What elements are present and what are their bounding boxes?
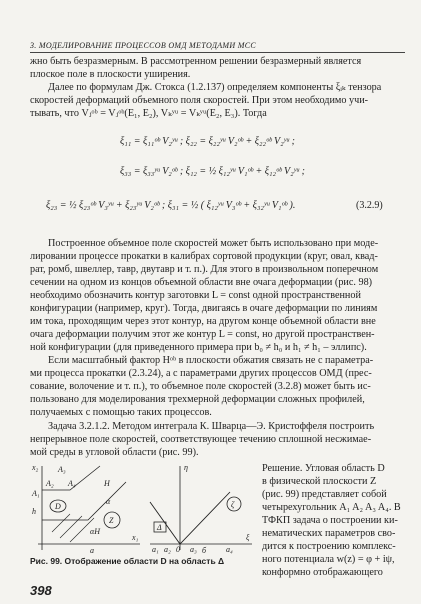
- running-header: 3. МОДЕЛИРОВАНИЕ ПРОЦЕССОВ ОМД МЕТОДАМИ МСС: [30, 40, 405, 53]
- text-line: получаемых с помощью таких процессов.: [30, 407, 212, 418]
- fig-label: a₂: [164, 545, 171, 554]
- text-line: необходимо обозначить контур заготовки L = const одной пространственной: [30, 290, 361, 301]
- text-line: Далее по формулам Дж. Стокса (1.2.137) определяем компоненты ξᵢₖ тензора: [48, 82, 382, 93]
- fig-label: б: [202, 546, 207, 554]
- fig-label: α: [106, 497, 111, 506]
- text-line: тывать, что Vⱼᵒᵇ = Vⱼᵒᵇ(E₁, E₂), Vₖʸᵘ = Vₖʸᵘ(E₂, E₃). Тогда: [30, 108, 267, 119]
- fig-label: x₂: [32, 463, 39, 472]
- text-line: плоское поле в плоскости уширения.: [30, 69, 191, 80]
- text-line: жно быть безразмерным. В рассмотренном решении безразмерный является: [30, 56, 362, 67]
- text-line: сечении на одном из концов объемной области вне очага деформации (рис. 98): [30, 277, 373, 288]
- text-line: скоростей деформаций объемного поля скоростей. При этом необходимо учи-: [30, 95, 369, 106]
- fig-label: H: [104, 479, 110, 488]
- text-line: ной конфигурации (для приведенного примера при b₀ ≠ h₀ и h₁ ≠ h₁ – эллипс).: [30, 342, 367, 353]
- text-line: сование, волочение и т. п.), то объемное поле скоростей (3.2.8) может быть ис-: [30, 381, 371, 392]
- text-line: Если масштабный фактор Hᵒᵇ в плоскости обжатия связать не с параметра-: [48, 355, 374, 366]
- fig-label: Z: [109, 516, 114, 525]
- text-line: пользовано для моделирования трехмерной деформации сложных профилей,: [30, 394, 365, 405]
- equation-row-3: ξ₂₃ = ½ ξ₂₃ᵒᵇ V₃ʸᵘ + ξ₂₃ʸᵘ V₂ᵒᵇ ; ξ₃₁ = ½ ( ξ₁₂ʸᵘ V₃ᵒᵇ + ξ₃₂ʸᵘ V₁ᵒᵇ ).: [46, 200, 296, 211]
- fig-label: a: [90, 546, 94, 554]
- equation-number: (3.2.9): [356, 200, 383, 211]
- text-line: ми процесса прокатки (2.3.24), а с параметрами других процессов ОМД (прес-: [30, 368, 372, 379]
- fig-label: a₄: [226, 545, 233, 554]
- fig-label: ξ: [246, 533, 250, 542]
- text-line: очага деформации получим этот же контур L = const, но другой пространствен-: [30, 329, 375, 340]
- text-line: в физической плоскости Z: [262, 476, 377, 487]
- page-number: 398: [30, 583, 52, 598]
- equation-row-1: ξ₁₁ = ξ₁₁ᵒᵇ V₂ʸᵘ ; ξ₂₂ = ξ₂₂ʸᵘ V₂ᵒᵇ + ξ₂₂ᵒᵇ V₂ʸᵘ ;: [120, 136, 295, 147]
- fig-label: αH: [90, 527, 100, 536]
- boundary-lower: [42, 482, 126, 520]
- fig-label: a₃: [190, 545, 197, 554]
- text-line: непрерывное поле скоростей, соответствующее течению сплошной несжимае-: [30, 434, 372, 445]
- text-line: нематических параметров сво-: [262, 528, 396, 539]
- text-line: Задача 3.2.1.2. Методом интеграла К. Шварца—Э. Кристоффеля построить: [48, 421, 375, 432]
- text-line: ТФКП задача о построении ки-: [262, 515, 398, 526]
- fig-label: a₁: [152, 545, 159, 554]
- fig-label: A₁: [32, 489, 40, 498]
- fig-label: A₂: [46, 479, 54, 488]
- fig-label: A₄: [68, 479, 76, 488]
- figure-caption: Рис. 99. Отображение области D на область Δ: [30, 556, 225, 566]
- fig-label: 0: [176, 545, 180, 554]
- text-line: Построенное объемное поле скоростей может быть использовано при моде-: [48, 238, 379, 249]
- text-line: конфигурации (например, круг). Тогда, двигаясь в очаге деформации по линиям: [30, 303, 378, 314]
- text-line: рат, ромб, швеллер, тавр, двутавр и т. п.). Для этого в произвольном поперечном: [30, 264, 379, 275]
- fig-label: Δ: [157, 523, 162, 532]
- text-line: лировании процессе прокатки в калибрах сортовой продукции (круг, овал, квад-: [30, 251, 378, 262]
- text-line: дится к построению комплекс-: [262, 541, 396, 552]
- fig-label: x₁: [132, 533, 139, 542]
- equation-row-2: ξ₃₃ = ξ₃₃ʸᵘ V₂ᵒᵇ ; ξ₁₂ = ½ ξ₁₂ʸᵘ V₁ᵒᵇ + ξ₁₂ᵒᵇ V₂ʸᵘ ;: [120, 166, 305, 177]
- text-line: (рис. 99) представляет собой: [262, 489, 387, 500]
- text-line: Решение. Угловая область D: [262, 463, 385, 474]
- fig-label: h: [32, 507, 36, 516]
- fig-label: D: [55, 502, 61, 511]
- text-line: им тока, проходящим через этот контур, на другом конце объемной области вне: [30, 316, 376, 327]
- text-line: конформно отображающего: [262, 567, 383, 578]
- text-line: четырехугольник A₁ A₂ A₃ A₄. В: [262, 502, 401, 513]
- figure-99: [30, 462, 256, 554]
- text-line: мой среды в угловой области (рис. 99).: [30, 447, 199, 458]
- text-line: ного потенциала w(z) = φ + iψ,: [262, 554, 395, 565]
- fig-label: ζ: [231, 500, 235, 509]
- fig-label: η: [184, 463, 188, 472]
- fig-label: A₃: [58, 465, 66, 474]
